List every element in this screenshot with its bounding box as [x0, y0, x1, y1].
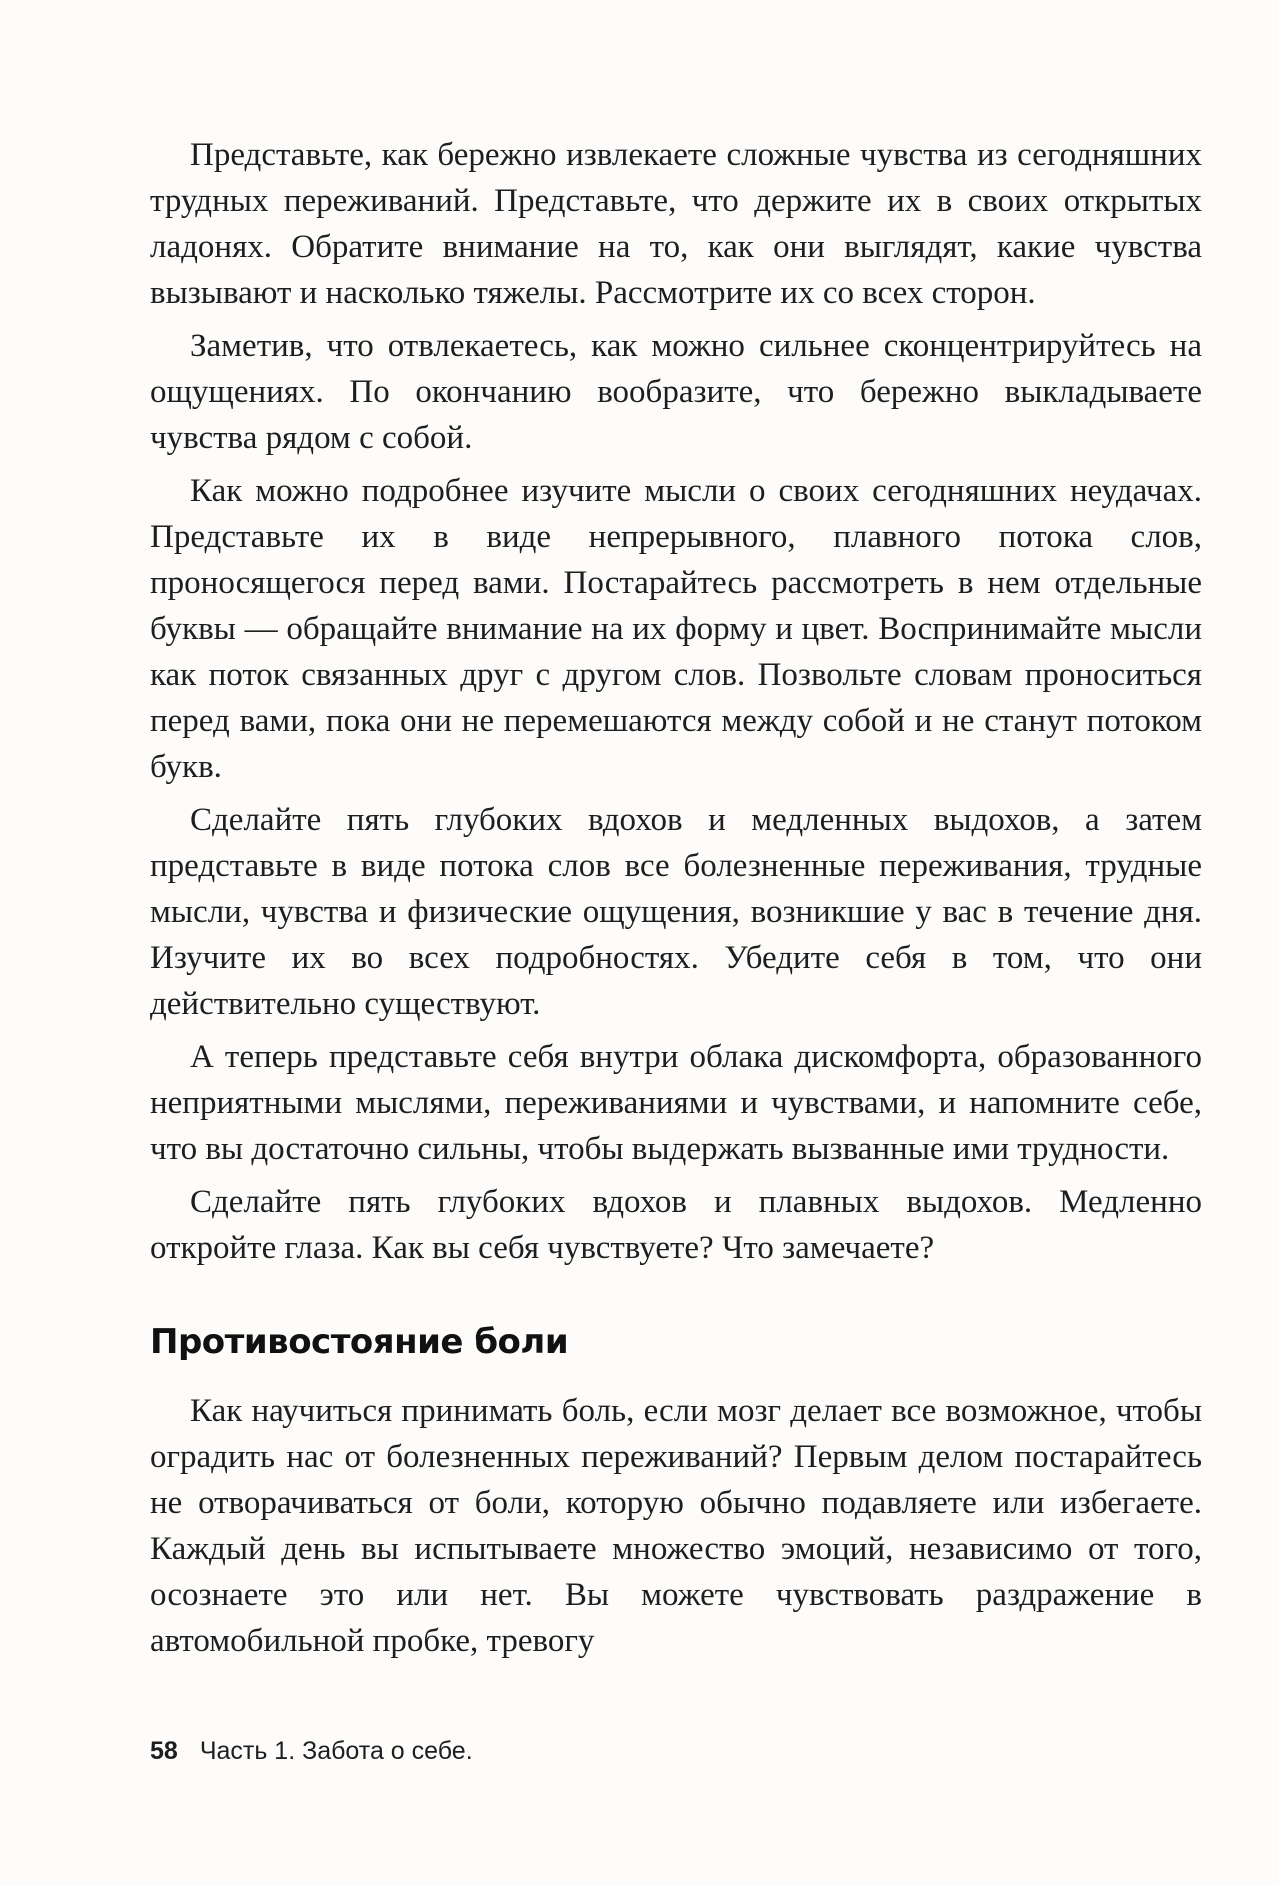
paragraph: Как научиться принимать боль, если мозг делает все возможное, чтобы оградить нас от болезненных переживаний? Первым делом постарайтесь не отворачиваться от боли, которую обычно подавляете или избегаете. Каждый день вы испытываете множество эмоций, независимо от того, осознаете это или нет. Вы можете чувствовать раздражение в автомобильной пробке, тревогу [150, 1393, 1202, 1659]
paragraph: Сделайте пять глубоких вдохов и плавных выдохов. Медленно откройте глаза. Как вы себя чувствуете? Что замечаете? [150, 1184, 1202, 1266]
paragraph: Как можно подробнее изучите мысли о своих сегодняшних неудачах. Представьте их в виде непрерывного, плавного потока слов, проносящегося перед вами. Постарайтесь рассмотреть в нем отдельные буквы — обращайте внимание на их форму и цвет. Воспринимайте мысли как поток связанных друг с другом слов. Позвольте словам проноситься перед вами, пока они не перемешаются между собой и не станут потоком букв. [150, 473, 1202, 785]
paragraph: Заметив, что отвлекаетесь, как можно сильнее сконцентрируйтесь на ощущениях. По окончанию вообразите, что бережно выкладываете чувства рядом с собой. [150, 328, 1202, 456]
paragraph: Сделайте пять глубоких вдохов и медленных выдохов, а затем представьте в виде потока слов все болезненные переживания, трудные мысли, чувства и физические ощущения, возникшие у вас в течение дня. Изучите их во всех подробностях. Убедите себя в том, что они действительно существуют. [150, 802, 1202, 1022]
section-heading: Противостояние боли [150, 1322, 569, 1362]
running-title: Часть 1. Забота о себе. [199, 1737, 473, 1765]
paragraph: А теперь представьте себя внутри облака дискомфорта, образованного неприятными мыслями, переживаниями и чувствами, и напомните себе, что вы достаточно сильны, чтобы выдержать вызванные ими трудности. [150, 1039, 1202, 1167]
paragraph: Представьте, как бережно извлекаете сложные чувства из сегодняшних трудных переживаний. Представьте, что держите их в своих открытых ладонях. Обратите внимание на то, как они выглядят, какие чувства вызывают и насколько тяжелы. Рассмотрите их со всех сторон. [150, 137, 1202, 311]
page-footer [150, 1737, 473, 1766]
page-number: 58 [150, 1737, 178, 1765]
page-body [150, 132, 1202, 1671]
